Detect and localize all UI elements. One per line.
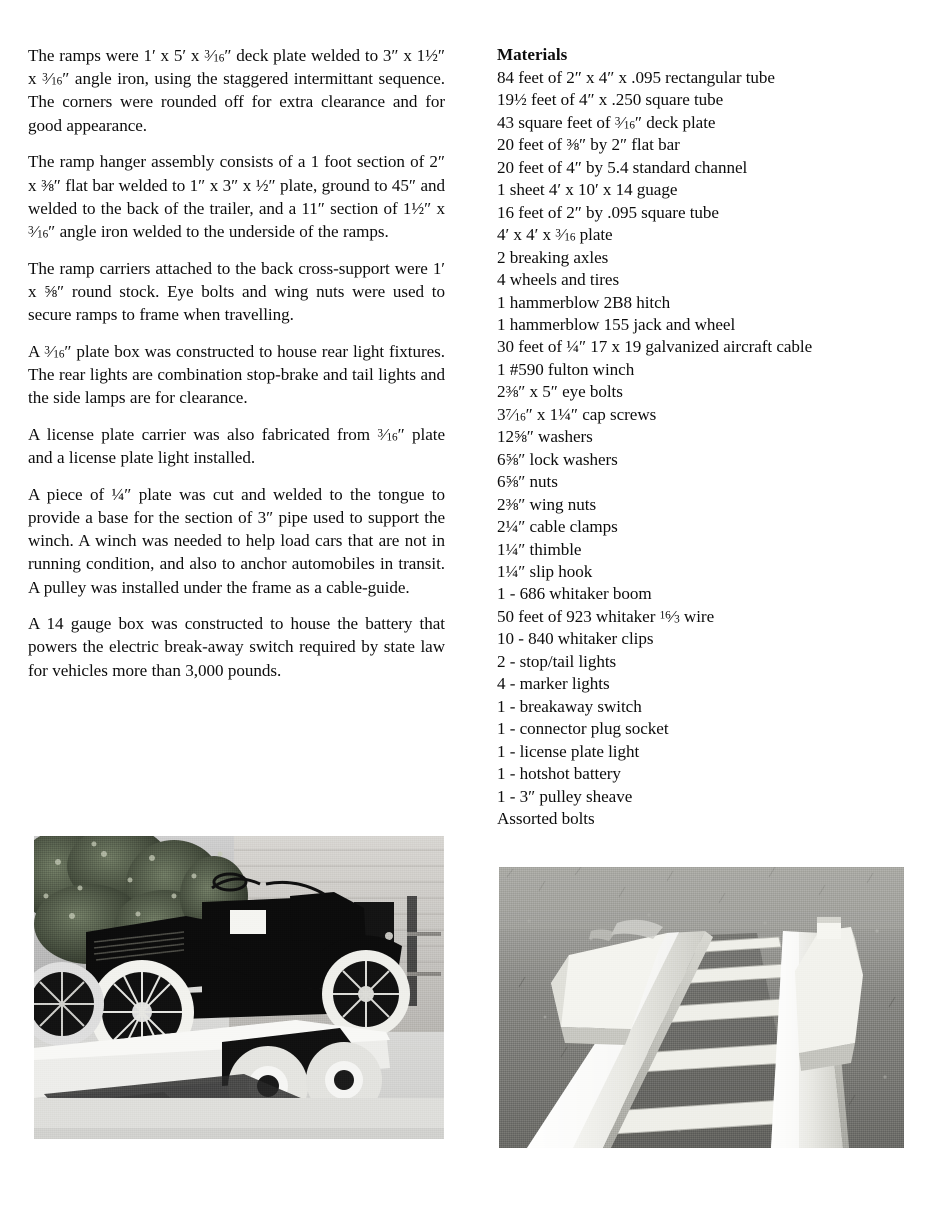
paragraph: A 14 gauge box was constructed to house the battery that powers the electric break-away switch required by state law for vehicles more than 3,000 pounds. [28,614,445,680]
material-item: 1¼″ thimble [497,539,582,559]
paragraph: The ramps were 1′ x 5′ x $^3⁄_{16}''$ deck plate welded to 3″ x 1½″ x $^3⁄_{16}''$ angle iron, using the staggered intermittant sequence. The corners were rounded off for extra clearance and for good appearance. [28,46,446,135]
material-item: 1 - hotshot battery [497,764,621,784]
material-item: 2 breaking axles [497,247,609,267]
material-item: 1 - 686 whitaker boom [497,584,652,604]
material-item: 1 #590 fulton winch [497,359,635,379]
paragraph: The ramp carriers attached to the back cross-support were 1′ x ⅝″ round stock. Eye bolts and wing nuts were used to secure ramps to frame when travelling. [28,258,445,325]
material-item: Assorted bolts [497,808,595,828]
photo-trailer-loaded-art [34,836,444,1139]
material-item: 1¼″ slip hook [497,561,593,581]
left-text-column [28,44,445,682]
material-item: 1 sheet 4′ x 10′ x 14 guage [497,180,678,200]
materials-list [497,67,897,830]
material-item: 2 - stop/tail lights [497,651,617,671]
paragraph: A piece of ¼″ plate was cut and welded to the tongue to provide a base for the section of 3″ pipe used to support the winch. A winch was needed to help load cars that are not in running condition, and also to anchor automobiles in transit. A pulley was installed under the frame as a cable-guide. [28,484,445,597]
material-item: 1 - 3″ pulley sheave [497,786,633,806]
material-item: 1 - breakaway switch [497,696,642,716]
material-item: 50 feet of 923 whitaker $^{16}⁄_3$ wire [497,606,715,626]
material-item: 43 square feet of $^3⁄_{16}''$ deck plate [497,112,716,132]
photo-trailer-loaded [34,836,444,1139]
material-item: 6⅝″ nuts [497,472,558,492]
material-item: 1 hammerblow 155 jack and wheel [497,314,736,334]
material-item: 2¼″ cable clamps [497,517,618,537]
material-item: 4′ x 4′ x $^3⁄_{16}$ plate [497,225,613,245]
material-item: 10 - 840 whitaker clips [497,629,654,649]
material-item: 4 - marker lights [497,674,610,694]
material-item: 30 feet of ¼″ 17 x 19 galvanized aircraft cable [497,337,813,357]
material-item: 4 wheels and tires [497,270,620,290]
paragraph: A $^3⁄_{16}''$ plate box was constructed to house rear light fixtures. The rear lights are combination stop-brake and tail lights and the side lamps are for clearance. [28,341,445,408]
material-item: 20 feet of ⅜″ by 2″ flat bar [497,135,680,155]
material-item: 2⅜″ x 5″ eye bolts [497,382,623,402]
paragraph: The ramp hanger assembly consists of a 1 foot section of 2″ x ⅜″ flat bar welded to 1″ x 3″ x ½″ plate, ground to 45″ and welded to the back of the trailer, and a 11″ section of 1½″ x $^3⁄_{16}''$ angle iron welded to the underside of the ramps. [28,152,445,241]
material-item: 6⅝″ lock washers [497,449,618,469]
materials-heading: Materials [497,45,568,64]
material-item: 19½ feet of 4″ x .250 square tube [497,90,724,110]
materials-column [497,44,897,830]
photo-ramps [499,867,904,1148]
material-item: 84 feet of 2″ x 4″ x .095 rectangular tube [497,68,775,87]
material-item: 1 - connector plug socket [497,719,669,739]
material-item: 2⅜″ wing nuts [497,494,597,514]
material-item: 1 hammerblow 2B8 hitch [497,292,671,312]
photo-ramps-art [499,867,904,1148]
material-item: $3^7⁄_{16}''$ x 1¼″ cap screws [497,404,657,424]
paragraph: A license plate carrier was also fabricated from $^3⁄_{16}''$ plate and a license plate light installed. [28,424,445,468]
material-item: 12⅝″ washers [497,427,593,447]
material-item: 1 - license plate light [497,741,640,761]
material-item: 16 feet of 2″ by .095 square tube [497,202,719,222]
material-item: 20 feet of 4″ by 5.4 standard channel [497,157,748,177]
